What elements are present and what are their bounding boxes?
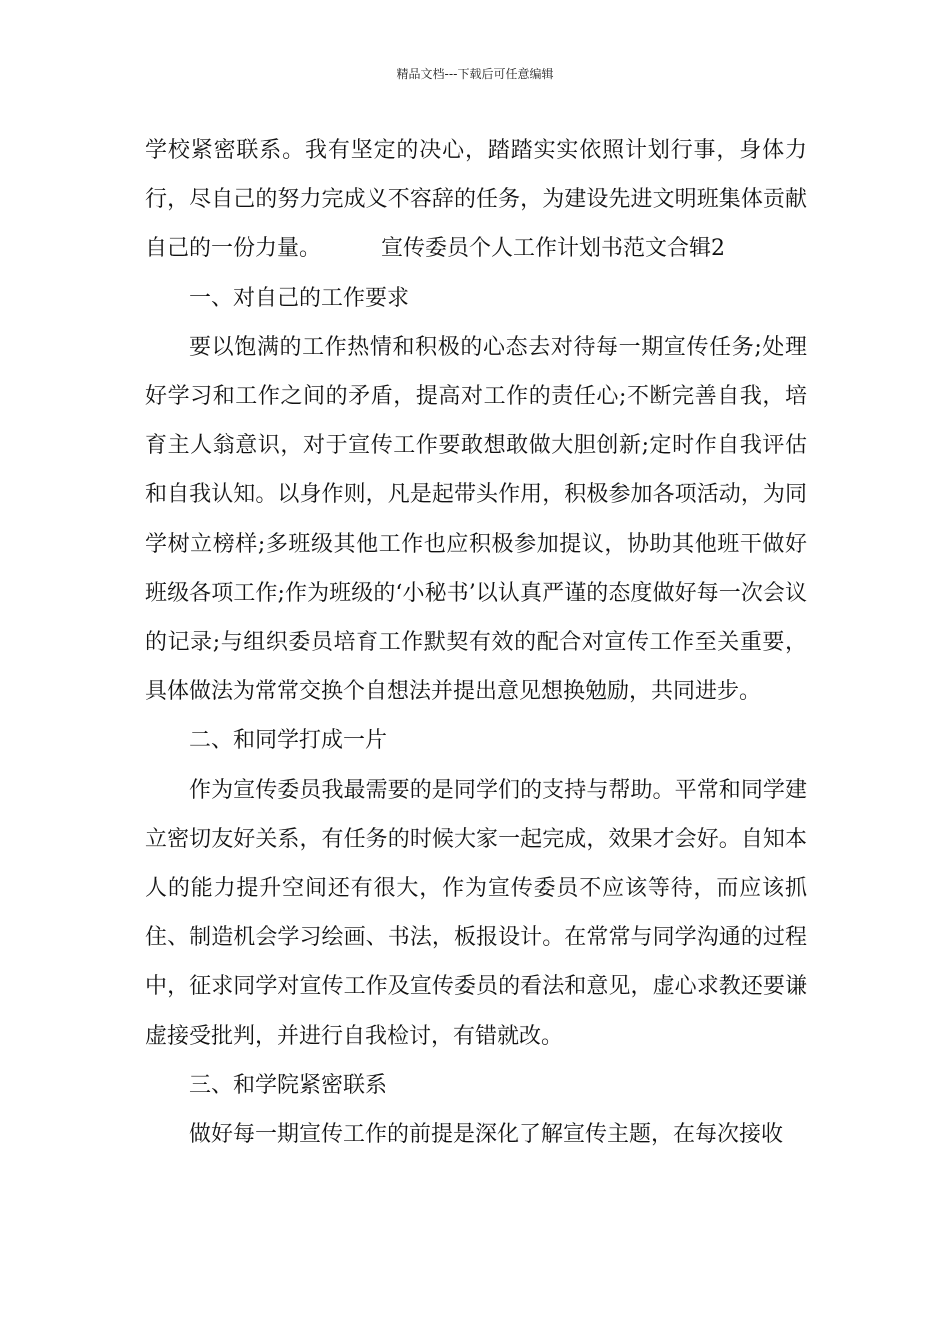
page-header: 精品文档---下载后可任意编辑 <box>396 67 554 81</box>
heading-2: 二、和同学打成一片 <box>189 728 388 754</box>
document-body <box>145 126 807 1159</box>
paragraph-continuation <box>145 126 807 274</box>
paragraph-text: 学校紧密联系。我有坚定的决心，踏踏实实依照计划行事，身体力行，尽自己的努力完成义不容辞的任务，为建设先进文明班集体贡献自己的一份力量。 <box>145 138 807 262</box>
paragraph-college: 做好每一期宣传工作的前提是深化了解宣传主题，在每次接收 <box>189 1122 784 1148</box>
paragraph-classmates: 作为宣传委员我最需要的是同学们的支持与帮助。平常和同学建立密切友好关系，有任务的时候大家一起完成，效果才会好。自知本人的能力提升空间还有很大，作为宣传委员不应该等待，而应该抓住、制造机会学习绘画、书法，板报设计。在常常与同学沟通的过程中，征求同学对宣传工作及宣传委员的看法和意见，虚心求教还要谦虚接受批判，并进行自我检讨，有错就改。 <box>145 777 807 1049</box>
heading-3: 三、和学院紧密联系 <box>189 1072 388 1098</box>
section-title: 宣传委员个人工作计划书范文合辑2 <box>381 236 726 262</box>
heading-1: 一、对自己的工作要求 <box>189 285 410 311</box>
paragraph-work-requirements: 要以饱满的工作热情和积极的心态去对待每一期宣传任务;处理好学习和工作之间的矛盾，提高对工作的责任心;不断完善自我，培育主人翁意识，对于宣传工作要敢想敢做大胆创新;定时作自我评估和自我认知。以身作则，凡是起带头作用，积极参加各项活动，为同学树立榜样;多班级其他工作也应积极参加提议，协助其他班干做好班级各项工作;作为班级的‘小秘书’以认真严谨的态度做好每一次会议的记录;与组织委员培育工作默契有效的配合对宣传工作至关重要，具体做法为常常交换个自想法并提出意见想换勉励，共同进步。 <box>145 334 807 705</box>
